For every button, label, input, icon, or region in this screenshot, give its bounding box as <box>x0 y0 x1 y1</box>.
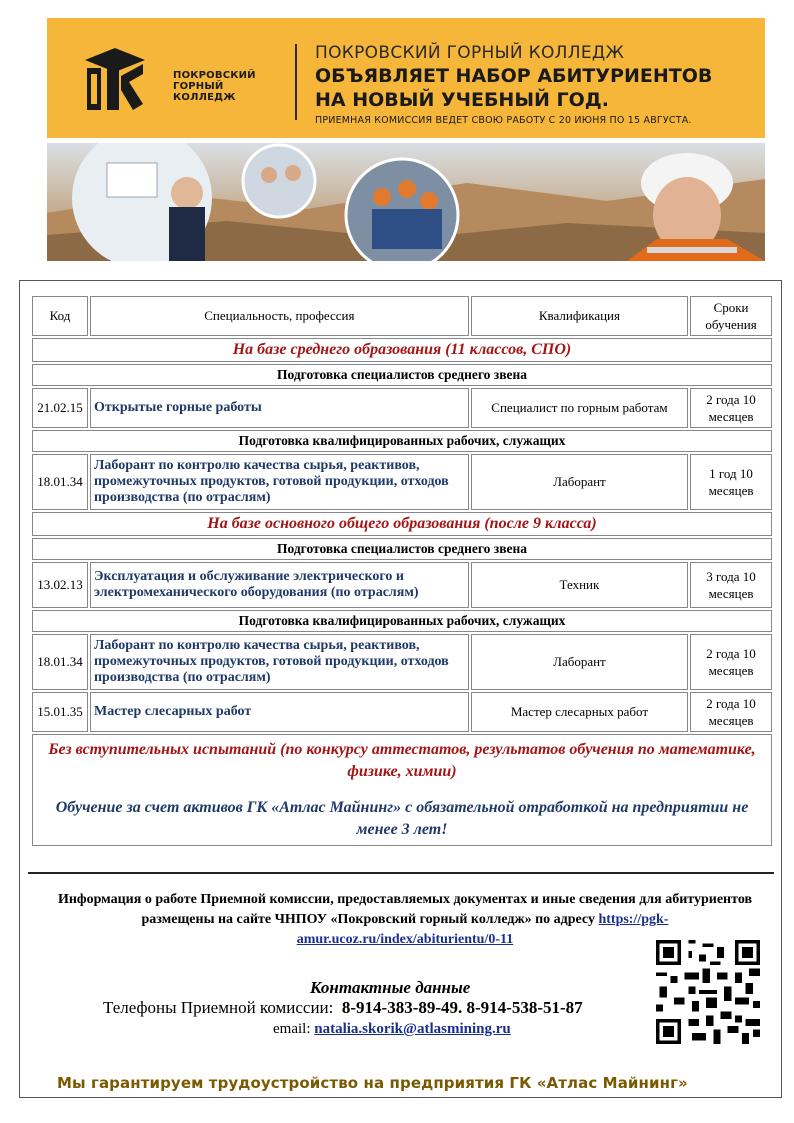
phones-line <box>103 998 583 1018</box>
row-specialty: Лаборант по контролю качества сырья, реактивов, промежуточных продуктов, готовой продукции, отходов производства (по отраслям) <box>90 454 469 510</box>
phones-label: Телефоны Приемной комиссии: <box>103 998 334 1017</box>
row-qualification: Техник <box>471 562 688 608</box>
row-term: 2 года 10 месяцев <box>690 388 772 428</box>
notes-row <box>32 734 772 846</box>
subheader-title: Подготовка квалифицированных рабочих, служащих <box>32 610 772 632</box>
subheader-row <box>32 364 772 386</box>
subheader-row <box>32 538 772 560</box>
header-qualification: Квалификация <box>471 296 688 336</box>
header-term: Сроки обучения <box>690 296 772 336</box>
header-specialty: Специальность, профессия <box>90 296 469 336</box>
announcement-heading-line2: НА НОВЫЙ УЧЕБНЫЙ ГОД. <box>315 89 609 111</box>
row-specialty: Лаборант по контролю качества сырья, реактивов, промежуточных продуктов, готовой продукции, отходов производства (по отраслям) <box>90 634 469 690</box>
row-specialty: Мастер слесарных работ <box>90 692 469 732</box>
contacts-title: Контактные данные <box>310 978 471 997</box>
sponsorship-note: Обучение за счет активов ГК «Атлас Майнинг» с обязательной отработкой на предприятии не менее 3 лет! <box>55 799 749 838</box>
table-row <box>32 388 772 428</box>
table-row <box>32 454 772 510</box>
row-specialty: Эксплуатация и обслуживание электрического и электромеханического оборудования (по отраслям) <box>90 562 469 608</box>
college-name: ПОКРОВСКИЙ ГОРНЫЙ КОЛЛЕДЖ <box>315 43 625 63</box>
students-photo-collage <box>47 143 765 261</box>
admission-info-link[interactable]: https://pgk-amur.ucoz.ru/index/abiturientu/0-11 <box>296 912 669 947</box>
row-term: 1 год 10 месяцев <box>690 454 772 510</box>
row-code: 13.02.13 <box>32 562 88 608</box>
logo-wordmark: ПОКРОВСКИЙ ГОРНЫЙ КОЛЛЕДЖ <box>173 70 256 103</box>
row-qualification: Лаборант <box>471 634 688 690</box>
row-specialty: Открытые горные работы <box>90 388 469 428</box>
admission-dates: ПРИЕМНАЯ КОМИССИЯ ВЕДЕТ СВОЮ РАБОТУ С 20 ИЮНЯ ПО 15 АВГУСТА. <box>315 115 692 126</box>
subheader-title: Подготовка специалистов среднего звена <box>32 364 772 386</box>
category-row <box>32 512 772 536</box>
qr-code-icon[interactable] <box>656 940 760 1044</box>
table-row <box>32 562 772 608</box>
category-title: На базе среднего образования (11 классов, СПО) <box>32 338 772 362</box>
header-banner <box>47 18 765 138</box>
table-header-row <box>32 296 772 336</box>
subheader-title: Подготовка специалистов среднего звена <box>32 538 772 560</box>
email-line <box>273 1021 511 1038</box>
row-qualification: Мастер слесарных работ <box>471 692 688 732</box>
row-term: 2 года 10 месяцев <box>690 692 772 732</box>
employment-guarantee: Мы гарантируем трудоустройство на предприятия ГК «Атлас Майнинг» <box>57 1074 688 1092</box>
category-row <box>32 338 772 362</box>
row-code: 21.02.15 <box>32 388 88 428</box>
banner-divider <box>295 44 297 120</box>
email-label: email: <box>273 1021 311 1037</box>
specialties-table <box>30 294 774 848</box>
email-link[interactable]: natalia.skorik@atlasmining.ru <box>314 1021 511 1037</box>
row-term: 3 года 10 месяцев <box>690 562 772 608</box>
no-entrance-exams-note: Без вступительных испытаний (по конкурсу аттестатов, результатов обучения по математике, физике, химии) <box>48 741 756 780</box>
subheader-title: Подготовка квалифицированных рабочих, служащих <box>32 430 772 452</box>
category-title: На базе основного общего образования (после 9 класса) <box>32 512 772 536</box>
phone-numbers: 8-914-383-89-49. 8-914-538-51-87 <box>341 998 583 1017</box>
college-logo-icon <box>81 46 149 114</box>
row-code: 15.01.35 <box>32 692 88 732</box>
subheader-row <box>32 610 772 632</box>
notes-cell <box>32 734 772 846</box>
table-row <box>32 634 772 690</box>
row-qualification: Лаборант <box>471 454 688 510</box>
row-term: 2 года 10 месяцев <box>690 634 772 690</box>
announcement-heading-line1: ОБЪЯВЛЯЕТ НАБОР АБИТУРИЕНТОВ <box>315 65 713 87</box>
section-divider <box>28 872 774 874</box>
header-code: Код <box>32 296 88 336</box>
row-qualification: Специалист по горным работам <box>471 388 688 428</box>
table-row <box>32 692 772 732</box>
subheader-row <box>32 430 772 452</box>
admission-info-text: Информация о работе Приемной комиссии, предоставляемых документах и иные сведения для абитуриентов размещены на сайте ЧНПОУ «Покровский горный колледж» по адресу <box>57 892 753 927</box>
row-code: 18.01.34 <box>32 634 88 690</box>
row-code: 18.01.34 <box>32 454 88 510</box>
